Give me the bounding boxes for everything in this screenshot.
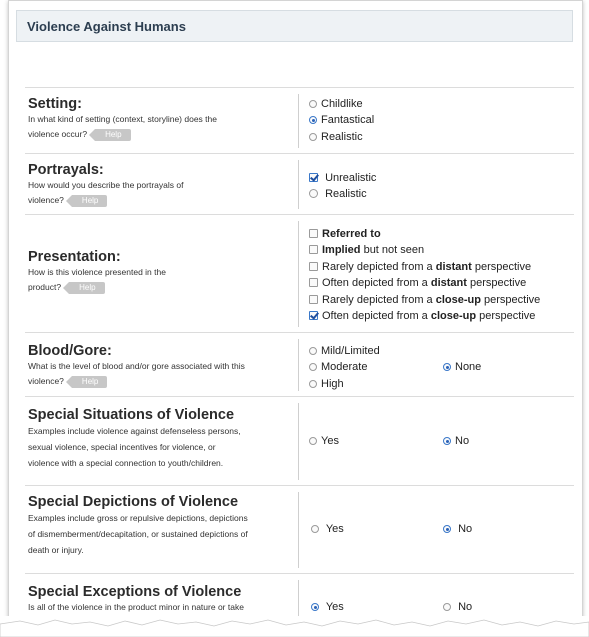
option-label-bold: close-up — [430, 310, 477, 322]
question-desc-line: violence? — [28, 195, 64, 205]
option-label: Yes — [325, 523, 344, 535]
option-often-distant[interactable] — [309, 276, 526, 290]
option-label: Yes — [325, 601, 344, 613]
option-high[interactable] — [309, 377, 344, 391]
option-label: No — [458, 523, 473, 535]
option-label-bold: distant — [430, 277, 467, 289]
checkbox-checked[interactable] — [309, 173, 318, 182]
question-desc-line: How is this violence presented in the — [28, 267, 166, 277]
option-label: Often depicted from a — [322, 310, 431, 322]
help-button[interactable]: Help — [69, 282, 104, 294]
column-divider — [298, 160, 299, 209]
radio-unselected[interactable] — [309, 363, 317, 371]
question-desc-line: violence with a special connection to youth/children. — [28, 458, 224, 468]
option-yes[interactable] — [311, 522, 344, 536]
question-desc-line: In what kind of setting (context, storyline) does the — [28, 114, 217, 124]
option-label: Rarely depicted from a — [322, 294, 436, 306]
checkbox-unchecked[interactable] — [309, 278, 318, 287]
option-label: perspective — [480, 294, 541, 306]
question-desc-line: Examples include violence against defenseless persons, — [28, 426, 241, 436]
checkbox-unchecked[interactable] — [309, 295, 318, 304]
radio-unselected[interactable] — [311, 525, 319, 533]
column-divider — [298, 339, 299, 391]
option-label: Unrealistic — [325, 172, 377, 184]
column-divider — [298, 492, 299, 568]
column-divider — [298, 403, 299, 480]
question-desc-line: death or injury. — [28, 545, 84, 555]
option-yes[interactable] — [311, 600, 344, 614]
question-desc-line: Examples include gross or repulsive depictions, depictions — [28, 513, 248, 523]
radio-unselected[interactable] — [443, 603, 451, 611]
option-label: Fantastical — [321, 114, 375, 126]
option-label: None — [455, 361, 482, 373]
option-label-bold: Implied — [322, 244, 361, 256]
radio-unselected[interactable] — [309, 100, 317, 108]
section-title: Violence Against Humans — [27, 19, 186, 34]
radio-selected[interactable] — [443, 363, 451, 371]
question-title: Special Exceptions of Violence — [28, 584, 242, 600]
option-label: but not seen — [360, 244, 425, 256]
option-none[interactable] — [443, 360, 481, 374]
option-label: No — [458, 601, 473, 613]
radio-unselected[interactable] — [309, 133, 317, 141]
question-special-situations — [25, 396, 574, 486]
option-realistic[interactable] — [309, 187, 367, 201]
question-desc-line: violence occur? — [28, 129, 88, 139]
checkbox-unchecked[interactable] — [309, 189, 318, 198]
question-setting — [25, 87, 574, 154]
option-label: perspective — [466, 277, 527, 289]
question-title: Presentation: — [28, 249, 121, 265]
radio-unselected[interactable] — [309, 380, 317, 388]
option-label: Moderate — [321, 361, 368, 373]
option-no[interactable] — [443, 434, 469, 448]
option-label: No — [455, 435, 470, 447]
question-blood-gore — [25, 332, 574, 397]
option-label: Childlike — [321, 98, 363, 110]
option-label-bold: distant — [435, 261, 472, 273]
question-special-depictions — [25, 485, 574, 574]
radio-selected[interactable] — [309, 116, 317, 124]
checkbox-checked[interactable] — [309, 311, 318, 320]
help-button[interactable]: Help — [72, 195, 107, 207]
torn-edge — [0, 616, 589, 637]
question-title: Blood/Gore: — [28, 343, 112, 359]
question-desc-line: of dismemberment/decapitation, or sustained depictions of — [28, 529, 248, 539]
question-portrayals — [25, 153, 574, 215]
option-rarely-distant[interactable] — [309, 260, 531, 274]
help-button[interactable]: Help — [72, 376, 107, 388]
option-label: Rarely depicted from a — [322, 261, 436, 273]
option-often-close-up[interactable] — [309, 309, 535, 323]
option-label: High — [321, 378, 344, 390]
checkbox-unchecked[interactable] — [309, 262, 318, 271]
question-desc-line: How would you describe the portrayals of — [28, 180, 184, 190]
question-desc-line: sexual violence, special incentives for violence, or — [28, 442, 216, 452]
radio-unselected[interactable] — [309, 437, 317, 445]
radio-selected[interactable] — [443, 525, 451, 533]
radio-selected[interactable] — [443, 437, 451, 445]
option-no[interactable] — [443, 600, 472, 614]
option-rarely-close-up[interactable] — [309, 293, 540, 307]
option-label: perspective — [476, 310, 536, 322]
option-label: perspective — [471, 261, 532, 273]
option-moderate[interactable] — [309, 360, 367, 374]
help-button[interactable]: Help — [95, 129, 130, 141]
question-desc-line: violence? — [28, 376, 64, 386]
option-unrealistic[interactable] — [309, 171, 376, 185]
option-mild-limited[interactable] — [309, 344, 380, 358]
radio-unselected[interactable] — [309, 347, 317, 355]
option-implied[interactable] — [309, 243, 424, 257]
option-fantastical[interactable] — [309, 113, 374, 127]
option-no[interactable] — [443, 522, 472, 536]
column-divider — [298, 94, 299, 148]
checkbox-unchecked[interactable] — [309, 245, 318, 254]
option-label: Realistic — [325, 188, 367, 200]
option-label: Mild/Limited — [321, 345, 380, 357]
column-divider — [298, 221, 299, 327]
option-yes[interactable] — [309, 434, 339, 448]
question-desc-line: What is the level of blood and/or gore associated with this — [28, 361, 245, 371]
section-header — [16, 10, 573, 42]
question-desc-line: product? — [28, 282, 62, 292]
option-label: Realistic — [321, 131, 363, 143]
option-label: Yes — [321, 435, 339, 447]
question-title: Special Situations of Violence — [28, 407, 235, 423]
option-label-bold: close-up — [435, 294, 481, 306]
question-desc-line: Is all of the violence in the product minor in nature or take — [28, 602, 244, 612]
option-realistic[interactable] — [309, 130, 363, 144]
column-divider — [298, 580, 299, 618]
question-title: Portrayals: — [28, 162, 104, 178]
option-label: Often depicted from a — [322, 277, 431, 289]
radio-selected[interactable] — [311, 603, 319, 611]
option-referred-to[interactable] — [309, 227, 381, 241]
question-presentation — [25, 214, 574, 333]
option-childlike[interactable] — [309, 97, 363, 111]
checkbox-unchecked[interactable] — [309, 229, 318, 238]
question-title: Special Depictions of Violence — [28, 494, 239, 510]
option-label-bold: Referred to — [322, 228, 381, 240]
question-title: Setting: — [28, 96, 82, 112]
